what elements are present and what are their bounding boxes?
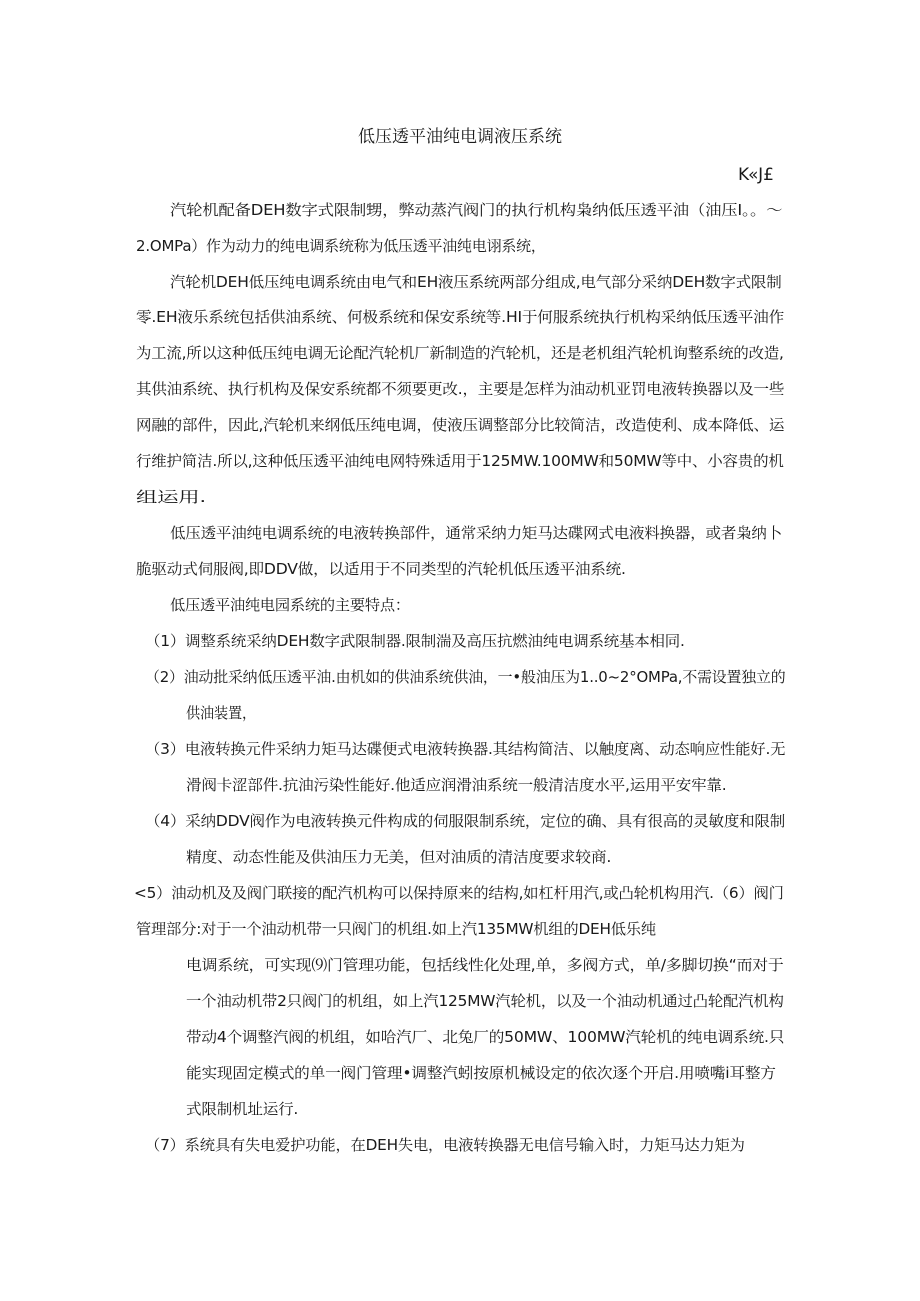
paragraph-line: 网融的部件，因此,汽轮机来纲低压纯电调，使液压调整部分比较简洁，改造使利、成本降低、运	[136, 416, 785, 434]
list-item: （4）采纳DDV阀作为电液转换元件构成的伺服限制系统，定位的确、具有很高的灵敏度和限制	[145, 812, 786, 830]
paragraph-line: 脆驱动式伺服阀,即DDV做，以适用于不同类型的汽轮机低压透平油系统.	[136, 560, 626, 578]
list-item: （1）调整系统采纳DEH数字武限制器.限制湍及高压抗燃油纯电调系统基本相同.	[145, 632, 685, 650]
list-item-continuation: 精度、动态性能及供油压力无美，但对油质的清洁度要求较商.	[186, 848, 612, 866]
list-item-continuation: 一个油动机带2只阀门的机组，如上汽125MW汽轮机，以及一个油动机通过凸轮配汽机构	[186, 992, 784, 1010]
list-item: （3）电液转换元件采纳力矩马达碟便式电液转换器.其结构简洁、以触度离、动态响应性能好.无	[145, 740, 786, 758]
list-item-continuation: 能实现固定模式的单一阀门管理•调整汽蚓按原机械设定的依次逐个开启.用喷嘴i耳整方	[186, 1064, 776, 1082]
document-title: 低压透平油纯电调液压系统	[358, 127, 562, 147]
list-item-continuation: 电调系统，可实现⑼门管理功能，包括线性化处理,单，多阀方式，单/多脚切换“而对于	[186, 956, 784, 974]
list-item: <5）油动机及及阀门联接的配汽机构可以保持原来的结构,如杠杆用汽,或凸轮机构用汽.（6）阀门	[134, 884, 784, 902]
paragraph-line: 为工流,所以这种低压纯电调无论配汽轮机厂新制造的汽轮机，还是老机组汽轮机询整系统的改造,	[136, 344, 784, 362]
paragraph-line: 汽轮机DEH低压纯电调系统由电气和EH液压系统两部分组成,电气部分采纳DEH数字式限制	[170, 273, 782, 291]
list-item: （2）油动批采纳低压透平油.由机如的供油系统供油，一•般油压为1..0~2°OMPa,不需设置独立的	[145, 668, 786, 686]
paragraph-line: 组运用.	[136, 488, 206, 506]
paragraph-line: 汽轮机配备DEH数字式限制甥，弊动蒸汽阀门的执行机构枭纳低压透平油（油压I。。〜	[170, 201, 783, 219]
header-mark: K«J£	[738, 165, 774, 185]
paragraph-line: 低压透平油纯电园系统的主要特点：	[170, 596, 410, 614]
list-item-continuation: 管理部分:对于一个油动机带一只阀门的机组.如上汽135MW机组的DEH低乐纯	[136, 920, 656, 938]
list-item-continuation: 供油装置，	[186, 704, 257, 722]
paragraph-line: 行维护简洁.所以,这种低压透平油纯电网特殊适用于125MW.100MW和50MW等中、小容贵的机	[136, 452, 784, 470]
list-item-continuation: 式限制机址运行.	[186, 1100, 299, 1118]
paragraph-line: 低压透平油纯电调系统的电液转换部件，通常采纳力矩马达碟网式电液料换器，或者枭纳卜	[170, 524, 783, 542]
paragraph-line: 2.OMPa）作为动力的纯电调系统称为低压透平油纯电诩系统，	[136, 237, 546, 255]
list-item: （7）系统具有失电爱护功能，在DEH失电，电液转换器无电信号输入时，力矩马达力矩为	[145, 1136, 745, 1154]
paragraph-line: 零.EH液乐系统包括供油系统、何极系统和保安系统等.HI于何服系统执行机构采纳低压透平油作	[136, 308, 785, 326]
list-item-continuation: 带动4个调整汽阀的机组，如哈汽厂、北兔厂的50MW、100MW汽轮机的纯电调系统.只	[186, 1028, 785, 1046]
paragraph-line: 其供油系统、执行机构及保安系统都不须要更改.，主要是怎样为油动机亚罚电液转换器以及一些	[136, 380, 785, 398]
list-item-continuation: 滑阀卡涩部件.抗油污染性能好.他适应润滑油系统一般清洁度水平,运用平安牢靠.	[186, 776, 727, 794]
